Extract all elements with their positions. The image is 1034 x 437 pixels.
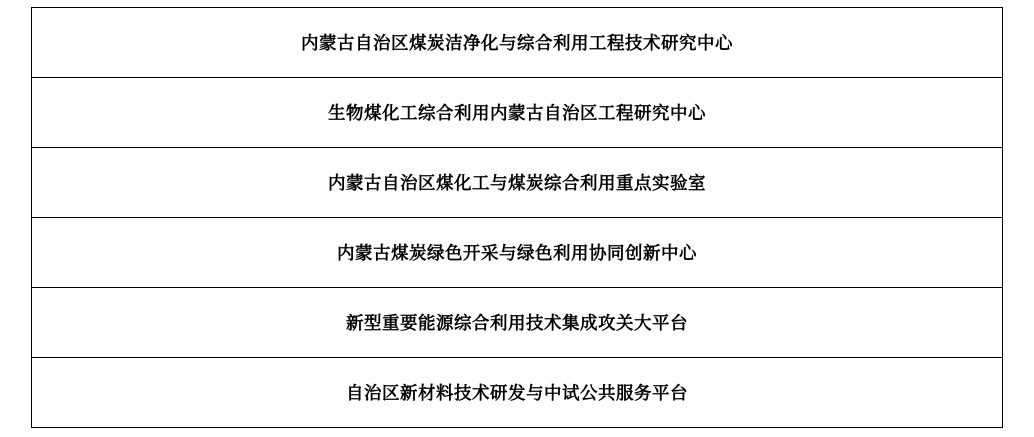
research-center-table <box>31 7 1003 428</box>
table-body <box>32 8 1003 428</box>
table-cell-center-name: 内蒙古煤炭绿色开采与绿色利用协同创新中心 <box>32 218 1003 288</box>
table-cell-center-name: 新型重要能源综合利用技术集成攻关大平台 <box>32 288 1003 358</box>
table-row <box>32 78 1003 148</box>
table-cell-center-name: 自治区新材料技术研发与中试公共服务平台 <box>32 358 1003 428</box>
table-row <box>32 8 1003 78</box>
table-cell-center-name: 内蒙古自治区煤炭洁净化与综合利用工程技术研究中心 <box>32 8 1003 78</box>
table-row <box>32 148 1003 218</box>
table-cell-center-name: 生物煤化工综合利用内蒙古自治区工程研究中心 <box>32 78 1003 148</box>
table-row <box>32 358 1003 428</box>
table-row <box>32 288 1003 358</box>
table-row <box>32 218 1003 288</box>
research-center-table-wrapper <box>31 7 1003 428</box>
table-cell-center-name: 内蒙古自治区煤化工与煤炭综合利用重点实验室 <box>32 148 1003 218</box>
